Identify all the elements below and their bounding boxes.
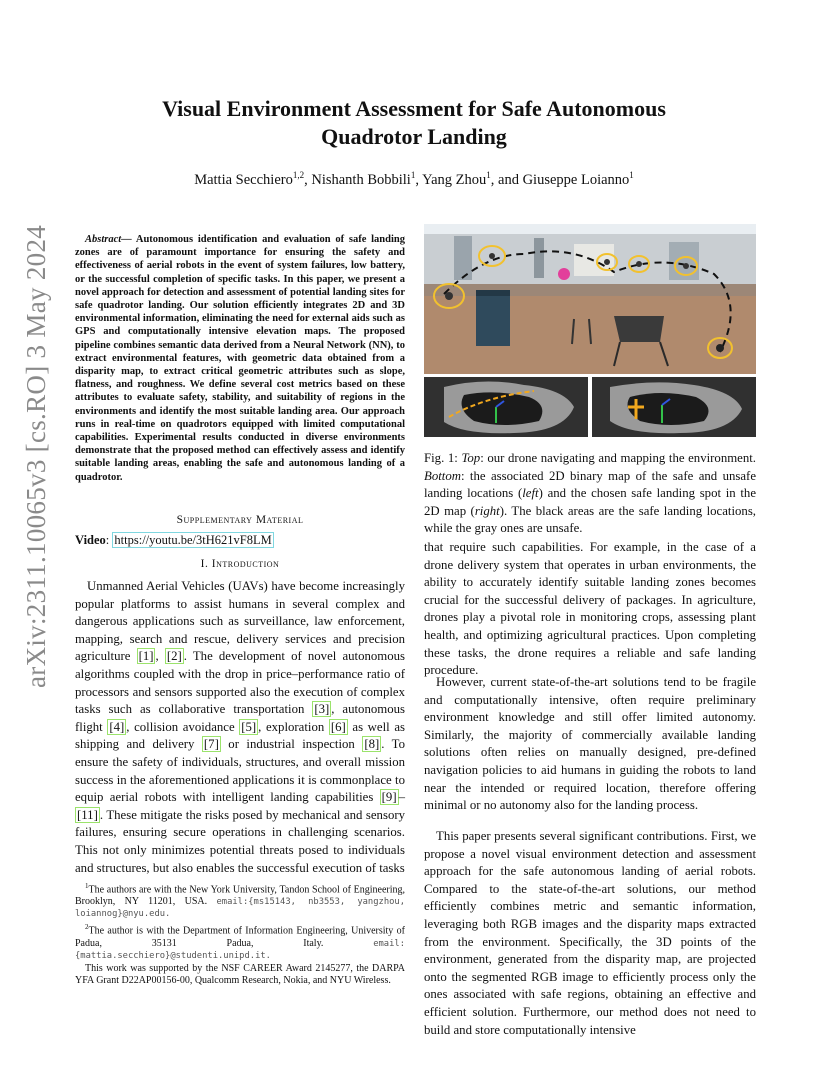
footnote-1-mark: 1 — [85, 882, 89, 890]
footnote-3: This work was supported by the NSF CAREER Award 2145277, the DARPA YFA Grant D22AP00156-00, Qualcomm Research, Nokia, and NYU Wireless. — [75, 962, 405, 986]
fig-left-word: left — [522, 486, 539, 501]
supplementary-heading: Supplementary Material — [176, 514, 304, 526]
fig-top-word: Top — [461, 451, 481, 465]
citation-link[interactable]: [7] — [203, 737, 219, 752]
author-affiliation: 1 — [486, 170, 491, 180]
drone-photo-illustration — [424, 224, 756, 374]
footnote-2-email: email:{mattia.secchiero}@studenti.unipd.it. — [75, 938, 405, 961]
fig-right-word: right — [474, 503, 500, 518]
right-paragraph-1: that require such capabilities. For example, in the case of a drone delivery system that operates in urban environments, the ability to accurately identify suitable landing zones becomes crucial for the successful delivery of packages. In agriculture, drones play a pivotal role in monitoring crops, assessing plant health, and optimizing agricultural practices. Upon completing these tasks, the drone requires a reliable and safe landing procedure. — [424, 540, 756, 678]
intro-text-segment: . The development of novel autonomous algorithms coupled with the drop in price–performance ratio of processors and sensors supported also the execution of complex tasks such as collaborative transportation — [75, 649, 406, 717]
footnote-2-text: The author is with the Department of Information Engineering, University of Padua, 35131 Padua, Italy. — [75, 925, 405, 949]
arxiv-identifier: arXiv:2311.10065v3 [cs.RO] 3 May 2024 — [21, 224, 51, 688]
binary-map-left-illustration — [424, 377, 588, 437]
footnote-2-mark: 2 — [85, 923, 89, 932]
footnote-1 — [75, 880, 405, 920]
figure-drone-photo — [424, 224, 756, 374]
intro-text-segment: , collision avoidance — [126, 719, 240, 734]
fig-label: Fig. 1: — [424, 451, 462, 465]
binary-map-right-illustration — [592, 377, 756, 437]
citation-link[interactable]: [5] — [241, 719, 257, 734]
citation-link[interactable]: [6] — [330, 719, 346, 734]
fig-caption-c: ) and the chosen safe landing spot in the 2D map ( — [424, 486, 757, 518]
abstract — [75, 233, 405, 484]
video-separator: : — [105, 533, 113, 547]
citation-link[interactable]: [1] — [138, 649, 154, 664]
intro-text-segment: as well as shipping and delivery — [75, 719, 405, 752]
intro-text-segment: , autonomous flight — [75, 702, 405, 734]
figure-caption — [424, 450, 756, 538]
author-name: Nishanth Bobbili — [311, 171, 411, 188]
author-name: Giuseppe Loianno — [522, 171, 630, 188]
citation-link[interactable]: [8] — [364, 737, 380, 752]
video-link[interactable]: https://youtu.be/3tH621vF8LM — [114, 533, 272, 547]
intro-text-segment: – — [398, 790, 405, 805]
fig-bottom-word: Bottom — [424, 468, 461, 483]
intro-paragraph — [75, 578, 405, 877]
right-paragraph-3: This paper presents several significant contributions. First, we propose a novel visual environment detection and assessment approach for the safe autonomous landing of aerial robots. Compared to the state-of-the-art solutions, our method efficiently combines metric and semantic information, leveraging both RGB images and the disparity maps extracted from the environment. Specifically, the 3D points of the environment, generated from the disparity map, are projected onto the segmented RGB image to efficiently process only the ones associated with safe regions, obtaining an effective and efficient solution. Furthermore, our method does not need to build and store computationally intensive — [424, 829, 756, 1037]
author-affiliation: 1 — [629, 170, 634, 180]
footnote-2 — [75, 921, 405, 961]
footnote-1-text: The authors are with the New York University, Tandon School of Engineering, Brooklyn, NY 11201, USA. — [75, 884, 405, 908]
citation-link[interactable]: [4] — [109, 719, 125, 734]
intro-text-segment: Unmanned Aerial Vehicles (UAVs) have become increasingly popular platforms to assist humans in several complex and dangerous applications such as surveillance, law enforcement, mapping, search and rescue, delivery services and precision agriculture — [75, 579, 405, 664]
figure-binary-map-left — [424, 377, 588, 437]
footnote-1-email: email:{ms15143, nb3553, yangzhou, loiannog}@nyu.edu. — [75, 897, 406, 920]
figure-binary-map-right — [592, 377, 756, 437]
author-affiliation: 1 — [410, 170, 416, 180]
footnotes — [75, 880, 405, 988]
title-line-1: Visual Environment Assessment for Safe Autonomous — [162, 96, 666, 121]
author-separator: , — [304, 171, 312, 188]
video-label: Video — [75, 533, 106, 547]
title-line-2: Quadrotor Landing — [321, 124, 507, 149]
fig-caption-b: : the associated 2D binary map of the safe and unsafe landing locations ( — [424, 468, 756, 501]
intro-text-segment: , — [155, 649, 165, 664]
intro-text-segment: or industrial inspection — [220, 737, 363, 752]
fig-caption-a: : our drone navigating and mapping the environment. — [480, 451, 757, 465]
author-separator: , and — [490, 171, 523, 188]
video-line — [75, 533, 405, 548]
abstract-label: Abstract — [85, 234, 122, 245]
intro-text-segment: , exploration — [258, 719, 329, 734]
author-separator: , — [415, 171, 423, 188]
author-affiliation: 1,2 — [292, 170, 305, 180]
abstract-text: — Autonomous identification and evaluation of safe landing zones are of paramount importance for ensuring the safety and effectiveness of aerial robots in the event of system failures, low battery, or the successful completion of specific tasks. In this paper, we present a novel approach for detection and assessment of potential landing sites for safe quadrotor landing. Our solution efficiently integrates 2D and 3D environmental information, eliminating the need for external aids such as GPS and computationally intensive elevation maps. The proposed pipeline combines semantic data derived from a Neural Network (NN), to extract environmental features, with geometric data obtained from a disparity map, to extract critical geometric attributes such as slope, flatness, and roughness. We define several cost metrics based on these attributes to evaluate safety, stability, and suitability of regions in the environments and identify the most suitable landing area. Our approach runs in real-time on quadrotors equipped with limited computational capabilities. Experimental results conducted in diverse environments demonstrate that the proposed method can effectively assess and identify suitable landing areas, enabling the safe and autonomous landing of a quadrotor. — [75, 234, 405, 483]
citation-link[interactable]: [3] — [314, 702, 330, 717]
intro-text-segment: . These mitigate the risks posed by mechanical and sensory failures, ensuring secure operations in challenging scenarios. This not only minimizes potential threats posed to individuals and structures, but also enables the successful execution of tasks — [75, 807, 405, 875]
introduction-heading: I. Introduction — [200, 558, 280, 570]
paper-title — [80, 95, 748, 151]
intro-text-segment: . To ensure the safety of individuals, structures, and overall mission success in the aforementioned applications it is commonplace to equip aerial robots with intelligent landing capabilities — [75, 737, 405, 805]
author-name: Mattia Secchiero — [194, 171, 293, 188]
author-list — [80, 170, 748, 189]
citation-link[interactable]: [9] — [381, 790, 397, 805]
citation-link[interactable]: [11] — [77, 807, 98, 822]
author-name: Yang Zhou — [422, 171, 487, 188]
right-paragraph-2: However, current state-of-the-art solutions tend to be fragile and computationally intensive, often require preliminary environment knowledge and still offer limited autonomy. Similarly, the majority of commercially available landing solutions often relies on manually designed, pre-defined navigation policies to aid humans in guiding the robots to land near the intended or required location, therefore offering minimal or no autonomy also for the landing process. — [424, 675, 756, 813]
citation-link[interactable]: [2] — [166, 649, 182, 664]
fig-caption-d: ). The black areas are the safe landing locations, while the gray ones are unsafe. — [424, 503, 756, 536]
